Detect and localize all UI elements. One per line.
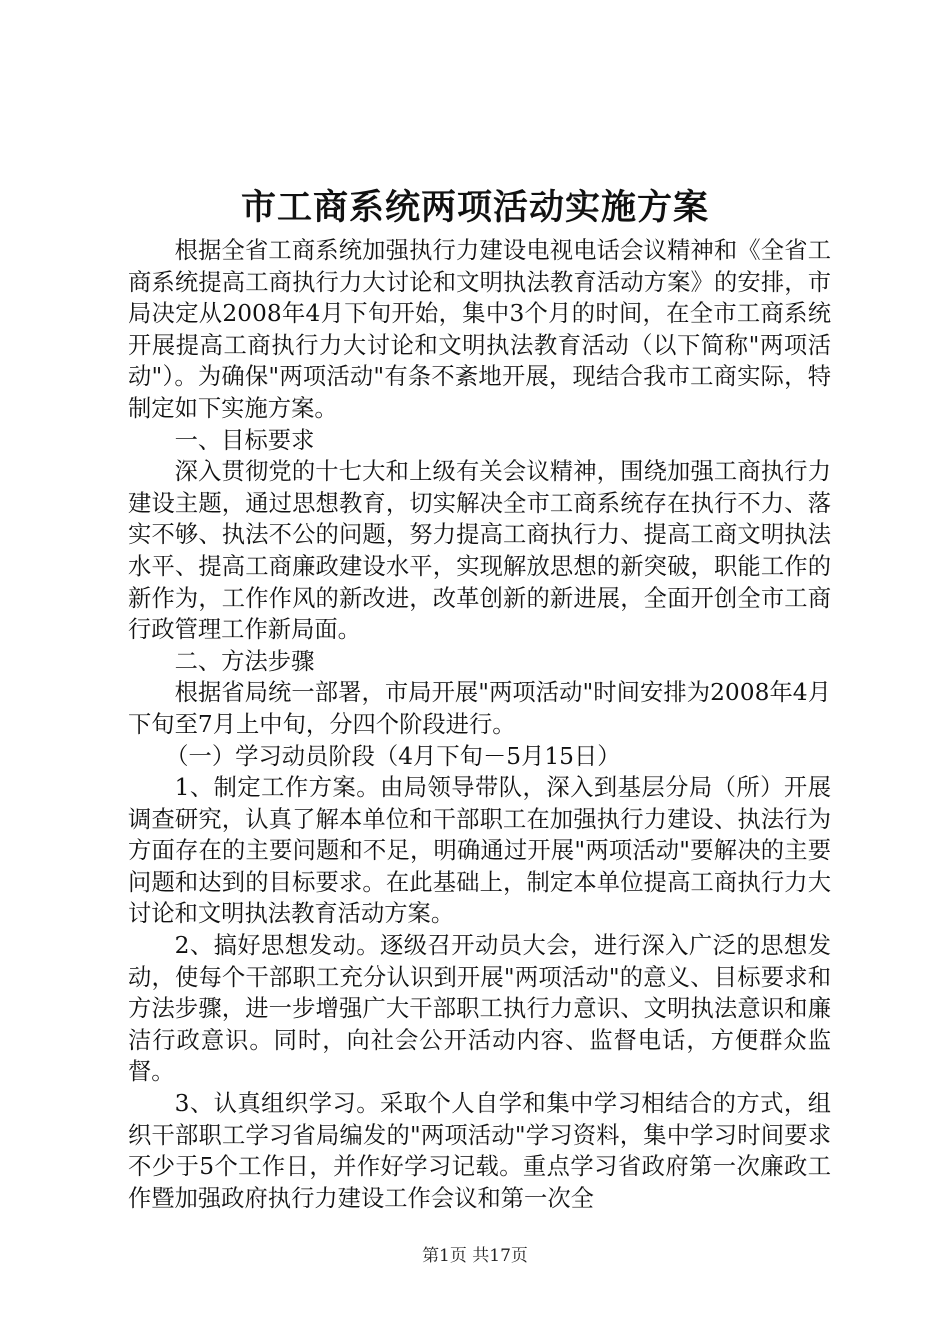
paragraph-goals: 深入贯彻党的十七大和上级有关会议精神，围绕加强工商执行力建设主题，通过思想教育，切实解决全市工商系统存在执行不力、落实不够、执法不公的问题，努力提高工商执行力、提高工商文明执法水平、提高工商廉政建设水平，实现解放思想的新突破，职能工作的新作为，工作作风的新改进，改革创新的新进展，全面开创全市工商行政管理工作新局面。 [128, 458, 831, 644]
subsection-heading-phase-1: （一）学习动员阶段（4月下旬－5月15日） [165, 742, 621, 770]
section-heading-steps: 二、方法步骤 [174, 647, 315, 675]
page-number-footer: 第1页 共17页 [422, 1246, 528, 1266]
paragraph-item-2: 2、搞好思想发动。逐级召开动员大会，进行深入广泛的思想发动，使每个干部职工充分认识到开展"两项活动"的意义、目标要求和方法步骤，进一步增强广大干部职工执行力意识、文明执法意识和廉洁行政意识。同时，向社会公开活动内容、监督电话，方便群众监督。 [128, 932, 831, 1086]
paragraph-intro: 根据全省工商系统加强执行力建设电视电话会议精神和《全省工商系统提高工商执行力大讨论和文明执法教育活动方案》的安排，市局决定从2008年4月下旬开始，集中3个月的时间，在全市工商系统开展提高工商执行力大讨论和文明执法教育活动（以下简称"两项活动"）。为确保"两项活动"有条不紊地开展，现结合我市工商实际，特制定如下实施方案。 [128, 237, 831, 422]
document-title: 市工商系统两项活动实施方案 [240, 187, 709, 228]
paragraph-steps: 根据省局统一部署，市局开展"两项活动"时间安排为2008年4月下旬至7月上中旬，分四个阶段进行。 [128, 679, 831, 738]
document-body [128, 235, 831, 1214]
paragraph-item-1: 1、制定工作方案。由局领导带队，深入到基层分局（所）开展调查研究，认真了解本单位和干部职工在加强执行力建设、执法行为方面存在的主要问题和不足，明确通过开展"两项活动"要解决的主要问题和达到的目标要求。在此基础上，制定本单位提高工商执行力大讨论和文明执法教育活动方案。 [128, 774, 831, 928]
paragraph-item-3: 3、认真组织学习。采取个人自学和集中学习相结合的方式，组织干部职工学习省局编发的"两项活动"学习资料，集中学习时间要求不少于5个工作日，并作好学习记载。重点学习省政府第一次廉政工作暨加强政府执行力建设工作会议和第一次全 [128, 1090, 831, 1212]
section-heading-goals: 一、目标要求 [174, 426, 315, 454]
